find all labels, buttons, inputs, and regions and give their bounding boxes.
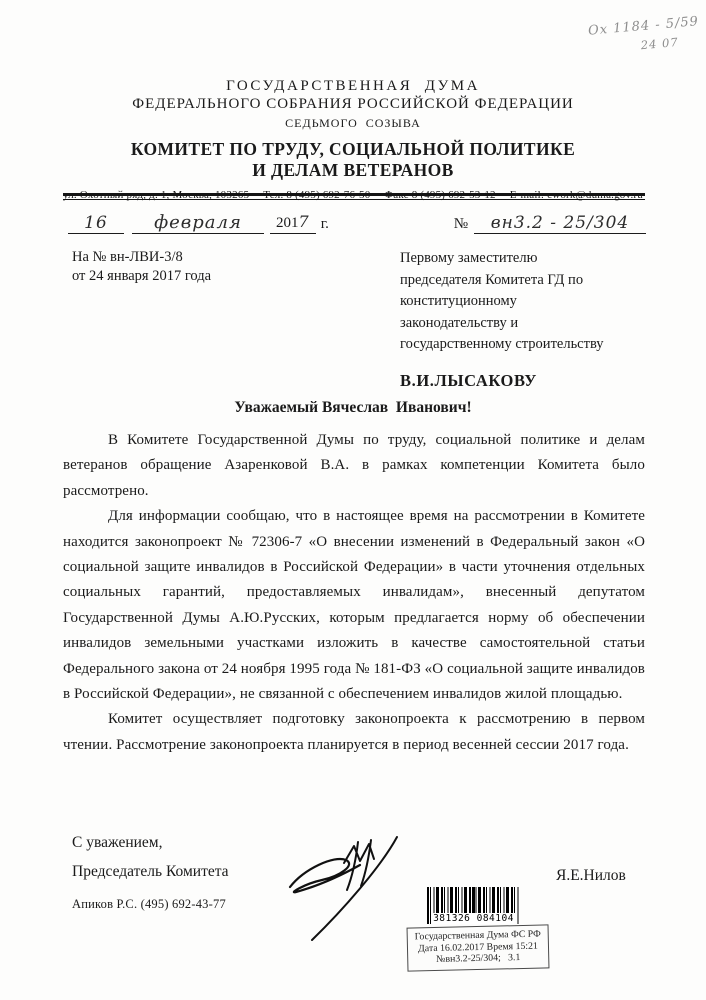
stamp-org: Государственная Дума ФС РФ xyxy=(414,928,541,943)
year-suffix: г. xyxy=(320,216,329,232)
reference-number: На № вн-ЛВИ-3/8 xyxy=(72,249,183,265)
signer-name: Я.Е.Нилов xyxy=(556,867,626,884)
handwritten-outgoing-number: вн3.2 - 25/304 xyxy=(474,213,646,234)
addressee-block xyxy=(400,248,656,391)
handwritten-note xyxy=(539,13,702,63)
outgoing-number-group xyxy=(454,213,646,234)
fax-number: Факс 8 (495) 692-53-12 xyxy=(384,189,496,201)
handwritten-note-line2: 24 07 xyxy=(640,34,680,53)
letterhead-divider xyxy=(63,193,645,200)
year-field xyxy=(270,212,316,234)
addressee-title-line5: государственному строительству xyxy=(400,336,604,352)
addressee-title-line2: председателя Комитета ГД по xyxy=(400,271,584,288)
stamp-date-time: Дата 16.02.2017 Время 15:21 xyxy=(417,940,538,954)
paragraph-1: В Комитете Государственной Думы по труду, социальной политике и делам ветеранов обращение Азаренковой В.А. в рамках компетенции Комитета было рассмотрено. xyxy=(63,432,645,499)
letterhead xyxy=(0,78,706,201)
incoming-reference xyxy=(72,248,211,286)
date-group xyxy=(68,212,329,234)
executor-contact: Апиков Р.С. (495) 692-43-77 xyxy=(72,897,226,911)
committee-name-line2: И ДЕЛАМ ВЕТЕРАНОВ xyxy=(252,160,454,180)
stamp-number: №вн3.2-25/304; 3.1 xyxy=(435,952,521,966)
addressee-title-line4: законодательству и xyxy=(400,314,519,331)
handwritten-year-digit: 7 xyxy=(298,212,310,231)
org-name-line2: ФЕДЕРАЛЬНОГО СОБРАНИЯ РОССИЙСКОЙ ФЕДЕРАЦИИ xyxy=(132,96,574,112)
number-sign: № xyxy=(453,216,468,232)
registration-stamp xyxy=(407,924,550,971)
date-number-line xyxy=(68,202,646,234)
addressee-name: В.И.ЛЫСАКОВУ xyxy=(400,370,537,390)
barcode xyxy=(427,887,520,924)
addressee-title-line3: конституционному xyxy=(400,293,517,309)
email-address: E-mail: cwork@duma.gov.ru xyxy=(509,189,643,201)
closing-regards: С уважением, xyxy=(72,834,163,851)
phone-number: Тел. 8 (495) 692-76-50 xyxy=(263,189,371,201)
salutation: Уважаемый Вячеслав Иванович! xyxy=(234,399,472,416)
postal-address: ул. Охотный ряд, д. 1, Москва, 103265 xyxy=(62,189,250,201)
letter-body xyxy=(63,428,645,758)
handwritten-month: февраля xyxy=(132,212,264,234)
year-printed: 201 xyxy=(276,215,299,231)
handwritten-note-line1: Ох 1184 - 5/59 xyxy=(587,14,700,39)
signer-title: Председатель Комитета xyxy=(72,863,229,880)
committee-name-line1: КОМИТЕТ ПО ТРУДУ, СОЦИАЛЬНОЙ ПОЛИТИКЕ xyxy=(130,139,576,159)
reference-date: от 24 января 2017 года xyxy=(72,268,212,284)
org-name-line1: ГОСУДАРСТВЕННАЯ ДУМА xyxy=(226,78,480,94)
signature-ink xyxy=(284,833,404,945)
org-convocation: СЕДЬМОГО СОЗЫВА xyxy=(285,116,421,130)
barcode-digits: 381326 084104 xyxy=(433,913,514,924)
paragraph-3: Комитет осуществляет подготовку законопроекта к рассмотрению в первом чтении. Рассмотрение законопроекта планируется в период весенней сессии 2017 года. xyxy=(63,711,645,753)
paragraph-2: Для информации сообщаю, что в настоящее время на рассмотрении в Комитете находится законопроект № 72306-7 «О внесении изменений в Федеральный закон «О социальной защите инвалидов в Российской Федерации» в части уточнения отдельных социальных гарантий, предоставляемых инвалидам», внесенный депутатом Государственной Думы А.Ю.Русских, которым предлагается норму об обеспечении инвалидов земельными участками изложить в качестве самостоятельной статьи Федерального закона от 24 ноября 1995 года № 181-ФЗ «О социальной защите инвалидов в Российской Федерации», не связанной с обеспечением инвалидов жилой площадью. xyxy=(63,508,645,703)
handwritten-day: 16 xyxy=(68,213,124,234)
addressee-title-line1: Первому заместителю xyxy=(400,250,538,266)
